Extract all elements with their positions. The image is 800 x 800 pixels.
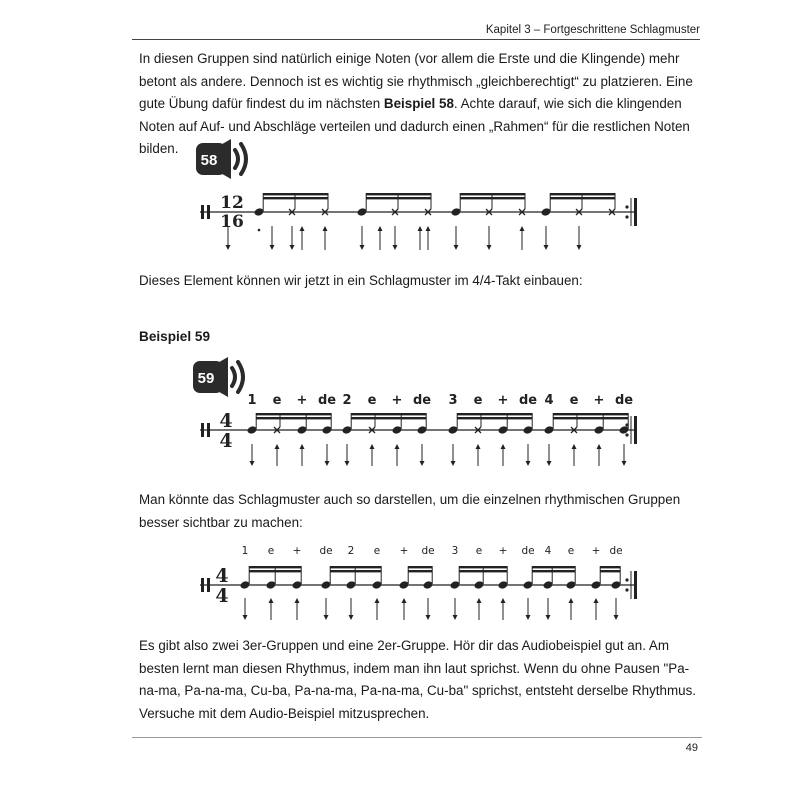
count-label: +: [497, 393, 509, 408]
note-beam: [330, 570, 381, 572]
count-label: 2: [342, 393, 352, 408]
count-label: 4: [544, 545, 552, 557]
upstroke-arrow: [375, 598, 380, 603]
paragraph-summary: Es gibt also zwei 3er-Gruppen und eine 2er-Gruppe. Hör dir das Audiobeispiel gut an. Am besten lernt man diesen Rhythmus, indem man ihn laut sprichst. Wenn du ohne Pausen "Pa-na-ma, Pa-na-ma, Cu-ba, Pa-na-ma, Pa-na-ma, Cu-ba" sprichst, entsteht derselbe Rhythmus. Versuche mit dem Audio-Beispiel mitzusprechen.: [139, 638, 696, 721]
count-label: 3: [451, 545, 459, 557]
grouped-pattern-staff: [200, 545, 637, 620]
count-label: +: [292, 545, 302, 557]
count-label: de: [319, 545, 333, 557]
count-label: 4: [544, 393, 554, 408]
count-label: de: [614, 393, 634, 408]
note-beam: [459, 570, 507, 572]
upstroke-arrow: [477, 598, 482, 603]
downstroke-arrow: [614, 615, 619, 620]
count-label: de: [609, 545, 623, 557]
upstroke-arrow: [569, 598, 574, 603]
note-beam: [249, 566, 301, 568]
downstroke-arrow: [426, 615, 431, 620]
time-signature-top: 12: [220, 193, 244, 213]
count-label: e: [272, 393, 282, 408]
downstroke-arrow: [349, 615, 354, 620]
note-beam: [459, 566, 507, 568]
end-barline: [634, 571, 637, 599]
count-label: +: [498, 545, 508, 557]
count-label: de: [421, 545, 435, 557]
downstroke-arrow: [453, 615, 458, 620]
downstroke-arrow: [324, 615, 329, 620]
count-label: 2: [347, 545, 355, 557]
example-58-reference: Beispiel 58: [383, 96, 454, 112]
count-label: e: [569, 393, 579, 408]
note-beam: [600, 570, 620, 572]
count-label: e: [373, 545, 381, 557]
downstroke-arrow: [546, 615, 551, 620]
count-label: e: [267, 545, 275, 557]
note-beam: [249, 570, 301, 572]
count-label: +: [399, 545, 409, 557]
paragraph-intro-part1: In diesen Gruppen sind natürlich einige Noten (vor allem die Erste und die Klingende) mehr betont als andere. Dennoch ist es wichtig sie rhythmisch „gleichberechtigt“ zu platzieren. Eine gute Übung dafür findest du im nächsten: [139, 51, 693, 112]
upstroke-arrow: [402, 598, 407, 603]
count-label: de: [317, 393, 337, 408]
note-beam: [408, 566, 432, 568]
time-signature-bottom: 16: [220, 212, 244, 232]
percussion-clef: [207, 578, 210, 592]
count-label: e: [475, 545, 483, 557]
chapter-header: Kapitel 3 – Fortgeschrittene Schlagmuster: [485, 24, 700, 36]
downstroke-arrow: [526, 615, 531, 620]
example-59-heading: Beispiel 59: [139, 329, 211, 344]
audio-example-59-label: 59: [197, 370, 215, 387]
upstroke-arrow: [594, 598, 599, 603]
count-label: de: [521, 545, 535, 557]
time-signature-bottom: 4: [215, 585, 229, 607]
count-label: +: [593, 393, 605, 408]
repeat-dot: [625, 588, 628, 591]
note-beam: [330, 566, 381, 568]
paragraph-transition: Dieses Element können wir jetzt in ein Schlagmuster im 4/4-Takt einbauen:: [139, 273, 583, 288]
upstroke-arrow: [295, 598, 300, 603]
paragraph-grouping: Man könnte das Schlagmuster auch so darstellen, um die einzelnen rhythmischen Gruppen besser sichtbar zu machen:: [139, 492, 681, 530]
note-beam: [532, 570, 575, 572]
percussion-clef: [201, 578, 204, 592]
count-label: 3: [448, 393, 458, 408]
downstroke-arrow: [243, 615, 248, 620]
count-label: e: [567, 545, 575, 557]
page-number: 49: [685, 742, 698, 754]
time-signature-top: 4: [215, 565, 229, 587]
time-signature-bottom: 4: [219, 430, 233, 452]
note-beam: [532, 566, 575, 568]
count-label: e: [473, 393, 483, 408]
time-signature-top: 4: [219, 410, 233, 432]
audio-example-58-label: 58: [200, 152, 218, 169]
count-label: 1: [241, 545, 249, 557]
upstroke-arrow: [501, 598, 506, 603]
count-label: de: [518, 393, 538, 408]
footer-rule: [132, 737, 702, 738]
note-beam: [408, 570, 432, 572]
upstroke-arrow: [269, 598, 274, 603]
count-label: +: [391, 393, 403, 408]
count-label: +: [591, 545, 601, 557]
paragraph-intro-part2: . Achte darauf, wie sich die klingenden Noten auf Auf- und Abschläge verteilen und dadurch einen „Rahmen“ für die restlichen Noten bilden.: [139, 96, 690, 157]
repeat-dot: [625, 578, 628, 581]
note-beam: [600, 566, 620, 568]
count-label: 1: [247, 393, 257, 408]
count-label: e: [367, 393, 377, 408]
count-label: de: [412, 393, 432, 408]
count-label: +: [296, 393, 308, 408]
